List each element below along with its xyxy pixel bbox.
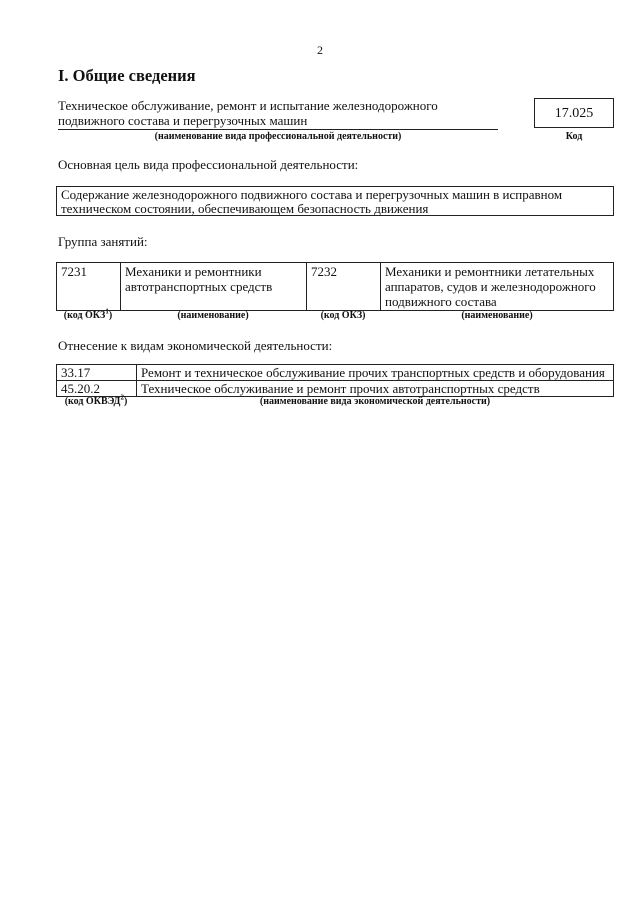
okz-code-cell: 7231 <box>57 263 121 311</box>
okved-code-cell: 45.20.2 <box>57 381 137 397</box>
economic-activity-label: Отнесение к видам экономической деятельности: <box>58 338 333 353</box>
okved-name-cell: Техническое обслуживание и ремонт прочих автотранспортных средств <box>137 381 614 397</box>
okz-name-cell: Механики и ремонтники летательных аппаратов, судов и железнодорожного подвижного состава <box>381 263 614 311</box>
table-row <box>57 263 614 311</box>
okz-name-caption: (наименование) <box>177 310 249 321</box>
activity-name: Техническое обслуживание, ремонт и испытание железнодорожного подвижного состава и перегрузочных машин <box>58 98 438 128</box>
okz-code-caption: (код ОКЗ) <box>320 310 366 321</box>
okz-code-caption: (код ОКЗ$^1$) <box>63 307 113 321</box>
activity-name-caption: (наименование вида профессиональной деятельности) <box>154 131 402 142</box>
activity-code-box: 17.025 <box>534 98 614 128</box>
page-number: 2 <box>317 43 323 57</box>
section-title: I. Общие сведения <box>58 66 196 85</box>
okz-name-cell: Механики и ремонтники автотранспортных средств <box>121 263 307 311</box>
table-row <box>57 381 614 397</box>
okved-name-cell: Ремонт и техническое обслуживание прочих транспортных средств и оборудования <box>137 365 614 381</box>
okz-code-cell: 7232 <box>307 263 381 311</box>
okved-name-caption: (наименование вида экономической деятельности) <box>259 396 491 407</box>
occupation-group-label: Группа занятий: <box>58 234 148 249</box>
economic-activity-table <box>56 364 614 397</box>
okved-code-caption: (код ОКВЭД$^2$) <box>64 393 128 407</box>
activity-underline <box>58 129 498 130</box>
goal-label: Основная цель вида профессиональной деятельности: <box>58 157 359 172</box>
activity-code-caption: Код <box>565 131 583 142</box>
table-row <box>57 365 614 381</box>
occupation-group-table <box>56 262 614 311</box>
goal-text: Содержание железнодорожного подвижного состава и перегрузочных машин в исправном техническом состоянии, обеспечивающем безопасность движения <box>56 186 614 216</box>
okz-name-caption: (наименование) <box>461 310 533 321</box>
okved-code-cell: 33.17 <box>57 365 137 381</box>
